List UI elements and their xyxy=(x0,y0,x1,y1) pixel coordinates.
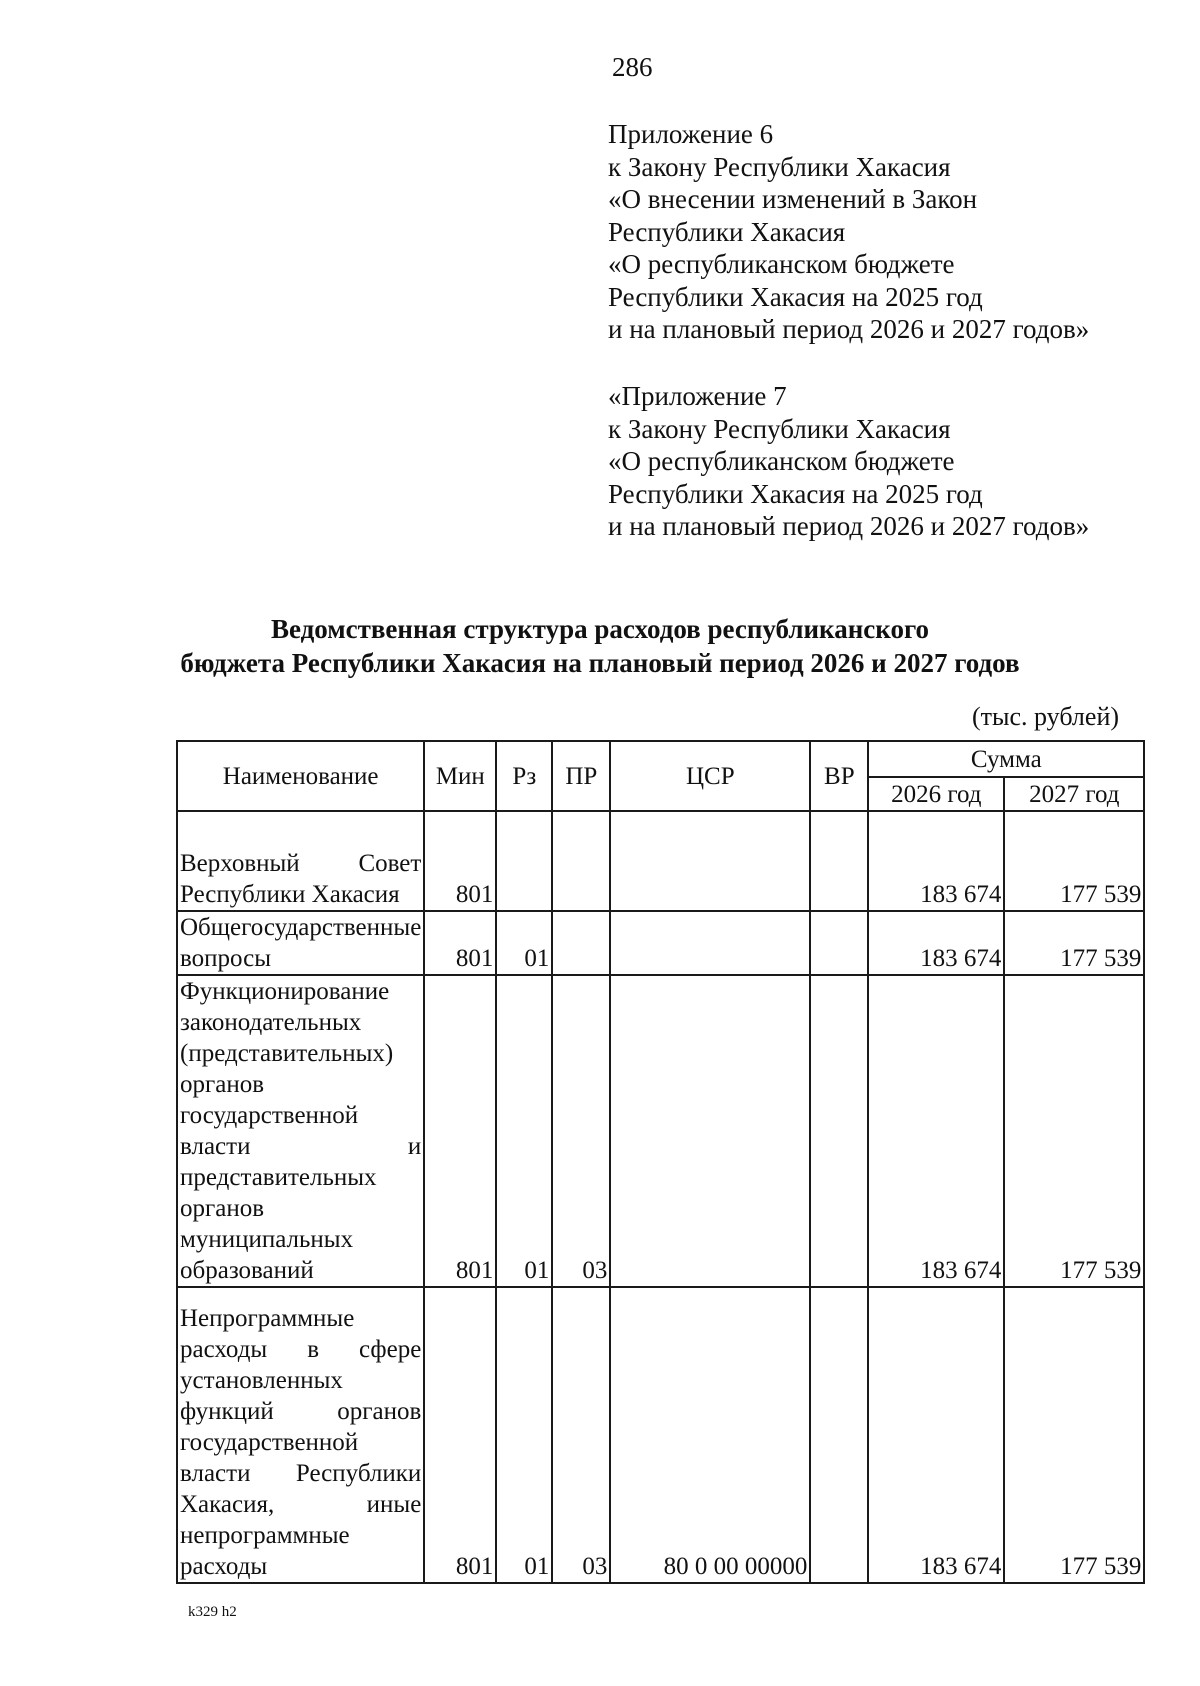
row-rz xyxy=(496,811,552,911)
row-name: Верховный Совет Республики Хакасия xyxy=(177,811,424,911)
row-name: Функционирование законодательных (представительных) органов государственной власти и представительных органов муниципальных образований xyxy=(177,975,424,1287)
appendix-6-line: и на плановый период 2026 и 2027 годов» xyxy=(608,314,1090,344)
table-row xyxy=(177,811,1144,911)
row-min: 801 xyxy=(424,911,496,975)
header-rz: Рз xyxy=(496,741,552,811)
appendix-6-line: Приложение 6 xyxy=(608,119,774,149)
appendix-7-line: Республики Хакасия на 2025 год xyxy=(608,478,983,509)
row-pr: 03 xyxy=(552,975,610,1287)
appendix-6-header xyxy=(608,118,1168,346)
footer-code: k329 h2 xyxy=(188,1604,237,1620)
table-row xyxy=(177,911,1144,975)
row-pr: 03 xyxy=(552,1287,610,1583)
row-2027: 177 539 xyxy=(1004,1287,1144,1583)
row-2027: 177 539 xyxy=(1004,911,1144,975)
header-2026: 2026 год xyxy=(868,777,1004,811)
row-2026: 183 674 xyxy=(868,975,1004,1287)
appendix-7-line: и на плановый период 2026 и 2027 годов» xyxy=(608,511,1090,541)
row-min: 801 xyxy=(424,1287,496,1583)
row-min: 801 xyxy=(424,975,496,1287)
units-label: (тыс. рублей) xyxy=(972,702,1120,731)
row-2026: 183 674 xyxy=(868,1287,1004,1583)
row-2027: 177 539 xyxy=(1004,811,1144,911)
appendix-6-line: Республики Хакасия на 2025 год xyxy=(608,281,983,312)
row-csr xyxy=(610,811,810,911)
header-sum: Сумма xyxy=(868,741,1144,777)
title-line-2: бюджета Республики Хакасия на плановый период 2026 и 2027 годов xyxy=(180,648,1020,678)
row-rz: 01 xyxy=(496,1287,552,1583)
appendix-6-line: к Закону Республики Хакасия xyxy=(608,151,951,182)
row-csr: 80 0 00 00000 xyxy=(610,1287,810,1583)
header-csr: ЦСР xyxy=(610,741,810,811)
appendix-6-line: «О внесении изменений в Закон xyxy=(608,184,978,214)
appendix-7-header xyxy=(608,380,1168,543)
row-rz: 01 xyxy=(496,911,552,975)
title-line-1: Ведомственная структура расходов республиканского xyxy=(270,614,930,644)
appendix-7-line: к Закону Республики Хакасия xyxy=(608,413,951,444)
appendix-7-line: «Приложение 7 xyxy=(608,381,787,411)
row-min: 801 xyxy=(424,811,496,911)
table-row xyxy=(177,1287,1144,1583)
row-vr xyxy=(810,811,868,911)
page-number: 286 xyxy=(612,52,653,82)
row-csr xyxy=(610,911,810,975)
table-row xyxy=(177,975,1144,1287)
appendix-6-line: Республики Хакасия xyxy=(608,216,846,247)
row-csr xyxy=(610,975,810,1287)
row-2027: 177 539 xyxy=(1004,975,1144,1287)
row-name: Непрограммные расходы в сфере установленных функций органов государственной власти Республики Хакасия, иные непрограммные расходы xyxy=(177,1287,424,1583)
row-pr xyxy=(552,911,610,975)
document-title xyxy=(120,612,1080,680)
row-name: Общегосударственные вопросы xyxy=(177,911,424,975)
appendix-6-line: «О республиканском бюджете xyxy=(608,249,955,279)
row-vr xyxy=(810,1287,868,1583)
header-2027: 2027 год xyxy=(1004,777,1144,811)
row-2026: 183 674 xyxy=(868,811,1004,911)
row-pr xyxy=(552,811,610,911)
header-pr: ПР xyxy=(552,741,610,811)
row-vr xyxy=(810,975,868,1287)
header-name: Наименование xyxy=(177,741,424,811)
header-min: Мин xyxy=(424,741,496,811)
row-rz: 01 xyxy=(496,975,552,1287)
header-vr: ВР xyxy=(810,741,868,811)
expenditure-table xyxy=(176,740,1145,1584)
row-2026: 183 674 xyxy=(868,911,1004,975)
appendix-7-line: «О республиканском бюджете xyxy=(608,446,955,476)
row-vr xyxy=(810,911,868,975)
